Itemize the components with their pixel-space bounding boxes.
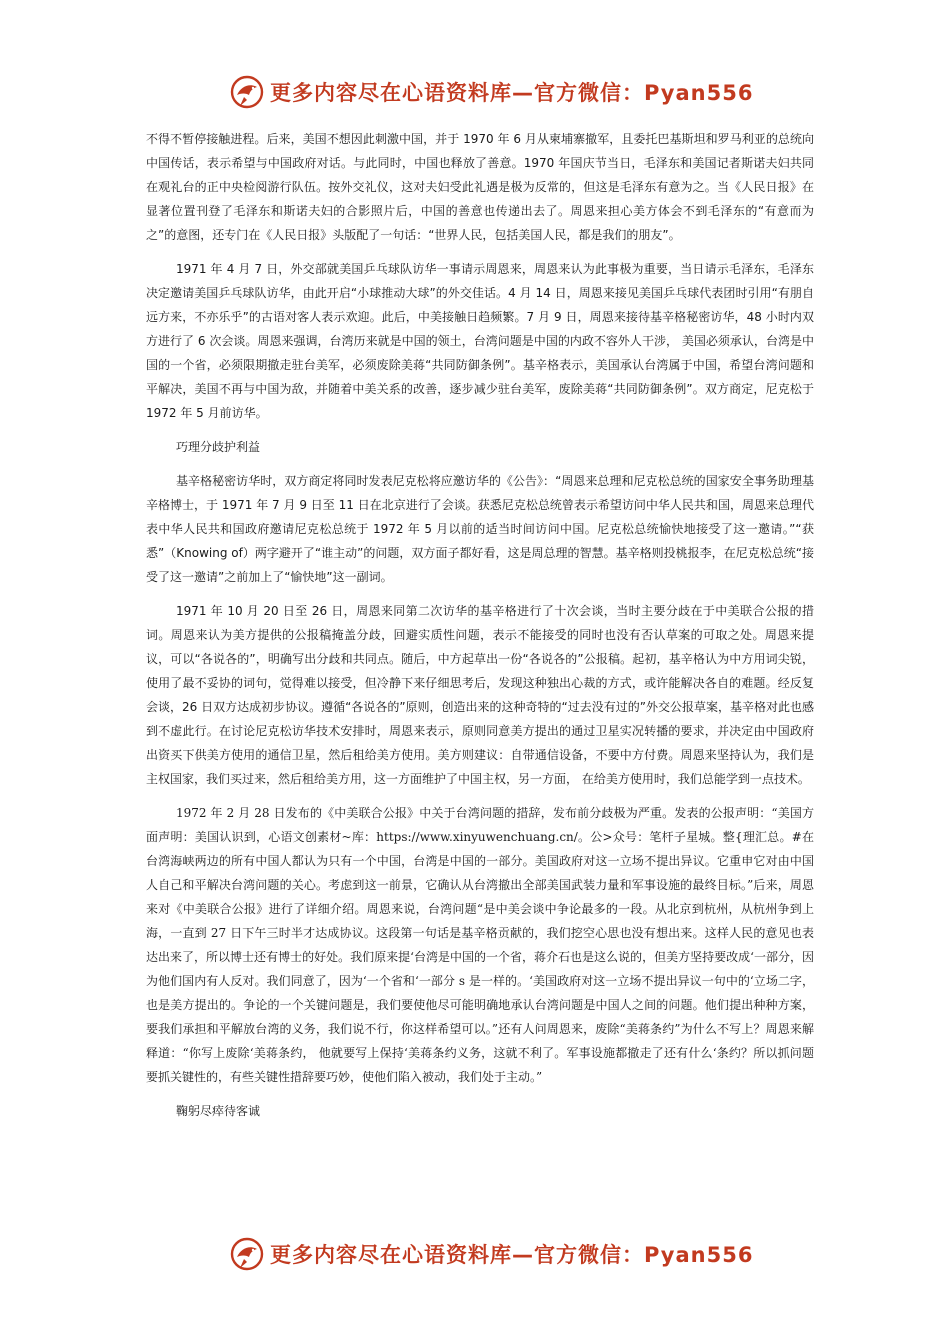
paragraph: 1971 年 4 月 7 日，外交部就美国乒乓球队访华一事请示周恩来，周恩来认为此事极为重要，当日请示毛泽东，毛泽东决定邀请美国乒乓球队访华，由此开启“小球推动大球”的外交佳话。4 月 14 日，周恩来接见美国乒乓球代表团时引用“有朋自远方来，不亦乐乎”的古语对客人表示欢迎。此后，中美接触日趋频繁。7 月 9 日，周恩来接待基辛格秘密访华，48 小时内双方进行了 6 次会谈。周恩来强调，台湾历来就是中国的领土，台湾问题是中国的内政不容外人干涉， 美国必须承认，台湾是中国的一个省，必须限期撤走驻台美军，必须废除美蒋“共同防御条例”。基辛格表示，美国承认台湾属于中国，希望台湾问题和平解决，美国不再与中国为敌，并随着中美关系的改善，逐步减少驻台美军，废除美蒋“共同防御条例”。双方商定，尼克松于 1972 年 5 月前访华。	[146, 262, 814, 420]
banner-text: 更多内容尽在心语资料库—官方微信：Pyan556	[270, 1243, 754, 1267]
paragraph: 基辛格秘密访华时，双方商定将同时发表尼克松将应邀访华的《公告》：“周恩来总理和尼克松总统的国家安全事务助理基辛格博士，于 1971 年 7 月 9 日至 11 日在北京进行了会谈。获悉尼克松总统曾表示希望访问中华人民共和国，周恩来总理代表中华人民共和国政府邀请尼克松总统于 1972 年 5 月以前的适当时间访问中国。尼克松总统愉快地接受了这一邀请。”“获悉”（Knowing of）两字避开了“谁主动”的问题，双方面子都好看，这是周总理的智慧。基辛格则投桃报李，在尼克松总统“接受了这一邀请”之前加上了“愉快地”这一副词。	[146, 474, 814, 584]
section-heading: 鞠躬尽瘁待客诚	[176, 1104, 261, 1118]
header-banner	[0, 70, 950, 114]
section-heading: 巧理分歧护利益	[176, 440, 261, 454]
paragraph: 1972 年 2 月 28 日发布的《中美联合公报》中关于台湾问题的措辞，发布前分歧极为严重。发表的公报声明：“美国方面声明：美国认识到，心语文创素材~库：https://www.xinyuwenchuang.cn/。公>众号：笔杆子星城。整{理汇总。#在台湾海峡两边的所有中国人都认为只有一个中国，台湾是中国的一部分。美国政府对这一立场不提出异议。它重申它对由中国人自己和平解决台湾问题的关心。考虑到这一前景，它确认从台湾撤出全部美国武装力量和军事设施的最终目标。”后来，周恩来对《中美联合公报》进行了详细介绍。周恩来说，台湾问题“是中美会谈中争论最多的一段。从北京到杭州，从杭州争到上海，一直到 27 日下午三时半才达成协议。这段第一句话是基辛格贡献的，我们挖空心思也没有想出来。这样人民的意见也表达出来了，所以博士还有博士的好处。我们原来提‘台湾是中国的一个省，蒋介石也是这么说的，但美方坚持要改成‘一部分，因为他们国内有人反对。我们同意了，因为‘一个省和‘一部分 s 是一样的。‘美国政府对这一立场不提出异议一句中的‘立场二字，也是美方提出的。争论的一个关键问题是，我们要使他尽可能明确地承认台湾问题是中国人之间的问题。他们提出种种方案，要我们承担和平解放台湾的义务，我们说不行，你这样希望可以。”还有人问周恩来，废除“美蒋条约”为什么不写上？周恩来解释道：“你写上废除‘美蒋条约， 他就要写上保持‘美蒋条约义务，这就不利了。军事设施都撤走了还有什么‘条约？所以抓问题要抓关键性的，有些关键性措辞要巧妙，使他们陷入被动，我们处于主动。”	[146, 806, 814, 1084]
article-body	[146, 127, 814, 1133]
bird-logo-icon	[228, 1235, 266, 1273]
banner-text: 更多内容尽在心语资料库—官方微信：Pyan556	[270, 81, 754, 105]
paragraph: 1971 年 10 月 20 日至 26 日，周恩来同第二次访华的基辛格进行了十次会谈，当时主要分歧在于中美联合公报的措词。周恩来认为美方提供的公报稿掩盖分歧，回避实质性问题，表示不能接受的同时也没有否认草案的可取之处。周恩来提议，可以“各说各的”，明确写出分歧和共同点。随后，中方起草出一份“各说各的”公报稿。起初，基辛格认为中方用词尖锐，使用了最不妥协的词句，觉得难以接受，但冷静下来仔细思考后，发现这种独出心裁的方式，或许能解决各自的难题。经反复会谈，26 日双方达成初步协议。遵循“各说各的”原则，创造出来的这种奇特的“过去没有过的”外交公报草案，基辛格对此也感到不虚此行。在讨论尼克松访华技术安排时，周恩来表示，原则同意美方提出的通过卫星实况转播的要求，并决定由中国政府出资买下供美方使用的通信卫星，然后租给美方使用。美方则建议：自带通信设备，不要中方付费。周恩来坚持认为，我们是主权国家，我们买过来，然后租给美方用，这一方面维护了中国主权，另一方面， 在给美方使用时，我们总能学到一点技术。	[146, 604, 814, 786]
footer-banner	[0, 1232, 950, 1276]
paragraph: 不得不暂停接触进程。后来，美国不想因此刺激中国，并于 1970 年 6 月从柬埔寨撤军，且委托巴基斯坦和罗马利亚的总统向中国传话，表示希望与中国政府对话。与此同时，中国也释放了善意。1970 年国庆节当日，毛泽东和美国记者斯诺夫妇共同在观礼台的正中央检阅游行队伍。按外交礼仪，这对夫妇受此礼遇是极为反常的，但这是毛泽东有意为之。当《人民日报》在显著位置刊登了毛泽东和斯诺夫妇的合影照片后，中国的善意也传递出去了。周恩来担心美方体会不到毛泽东的“有意而为之”的意图，还专门在《人民日报》头版配了一句话：“世界人民，包括美国人民，都是我们的朋友”。	[146, 132, 814, 242]
bird-logo-icon	[228, 73, 266, 111]
